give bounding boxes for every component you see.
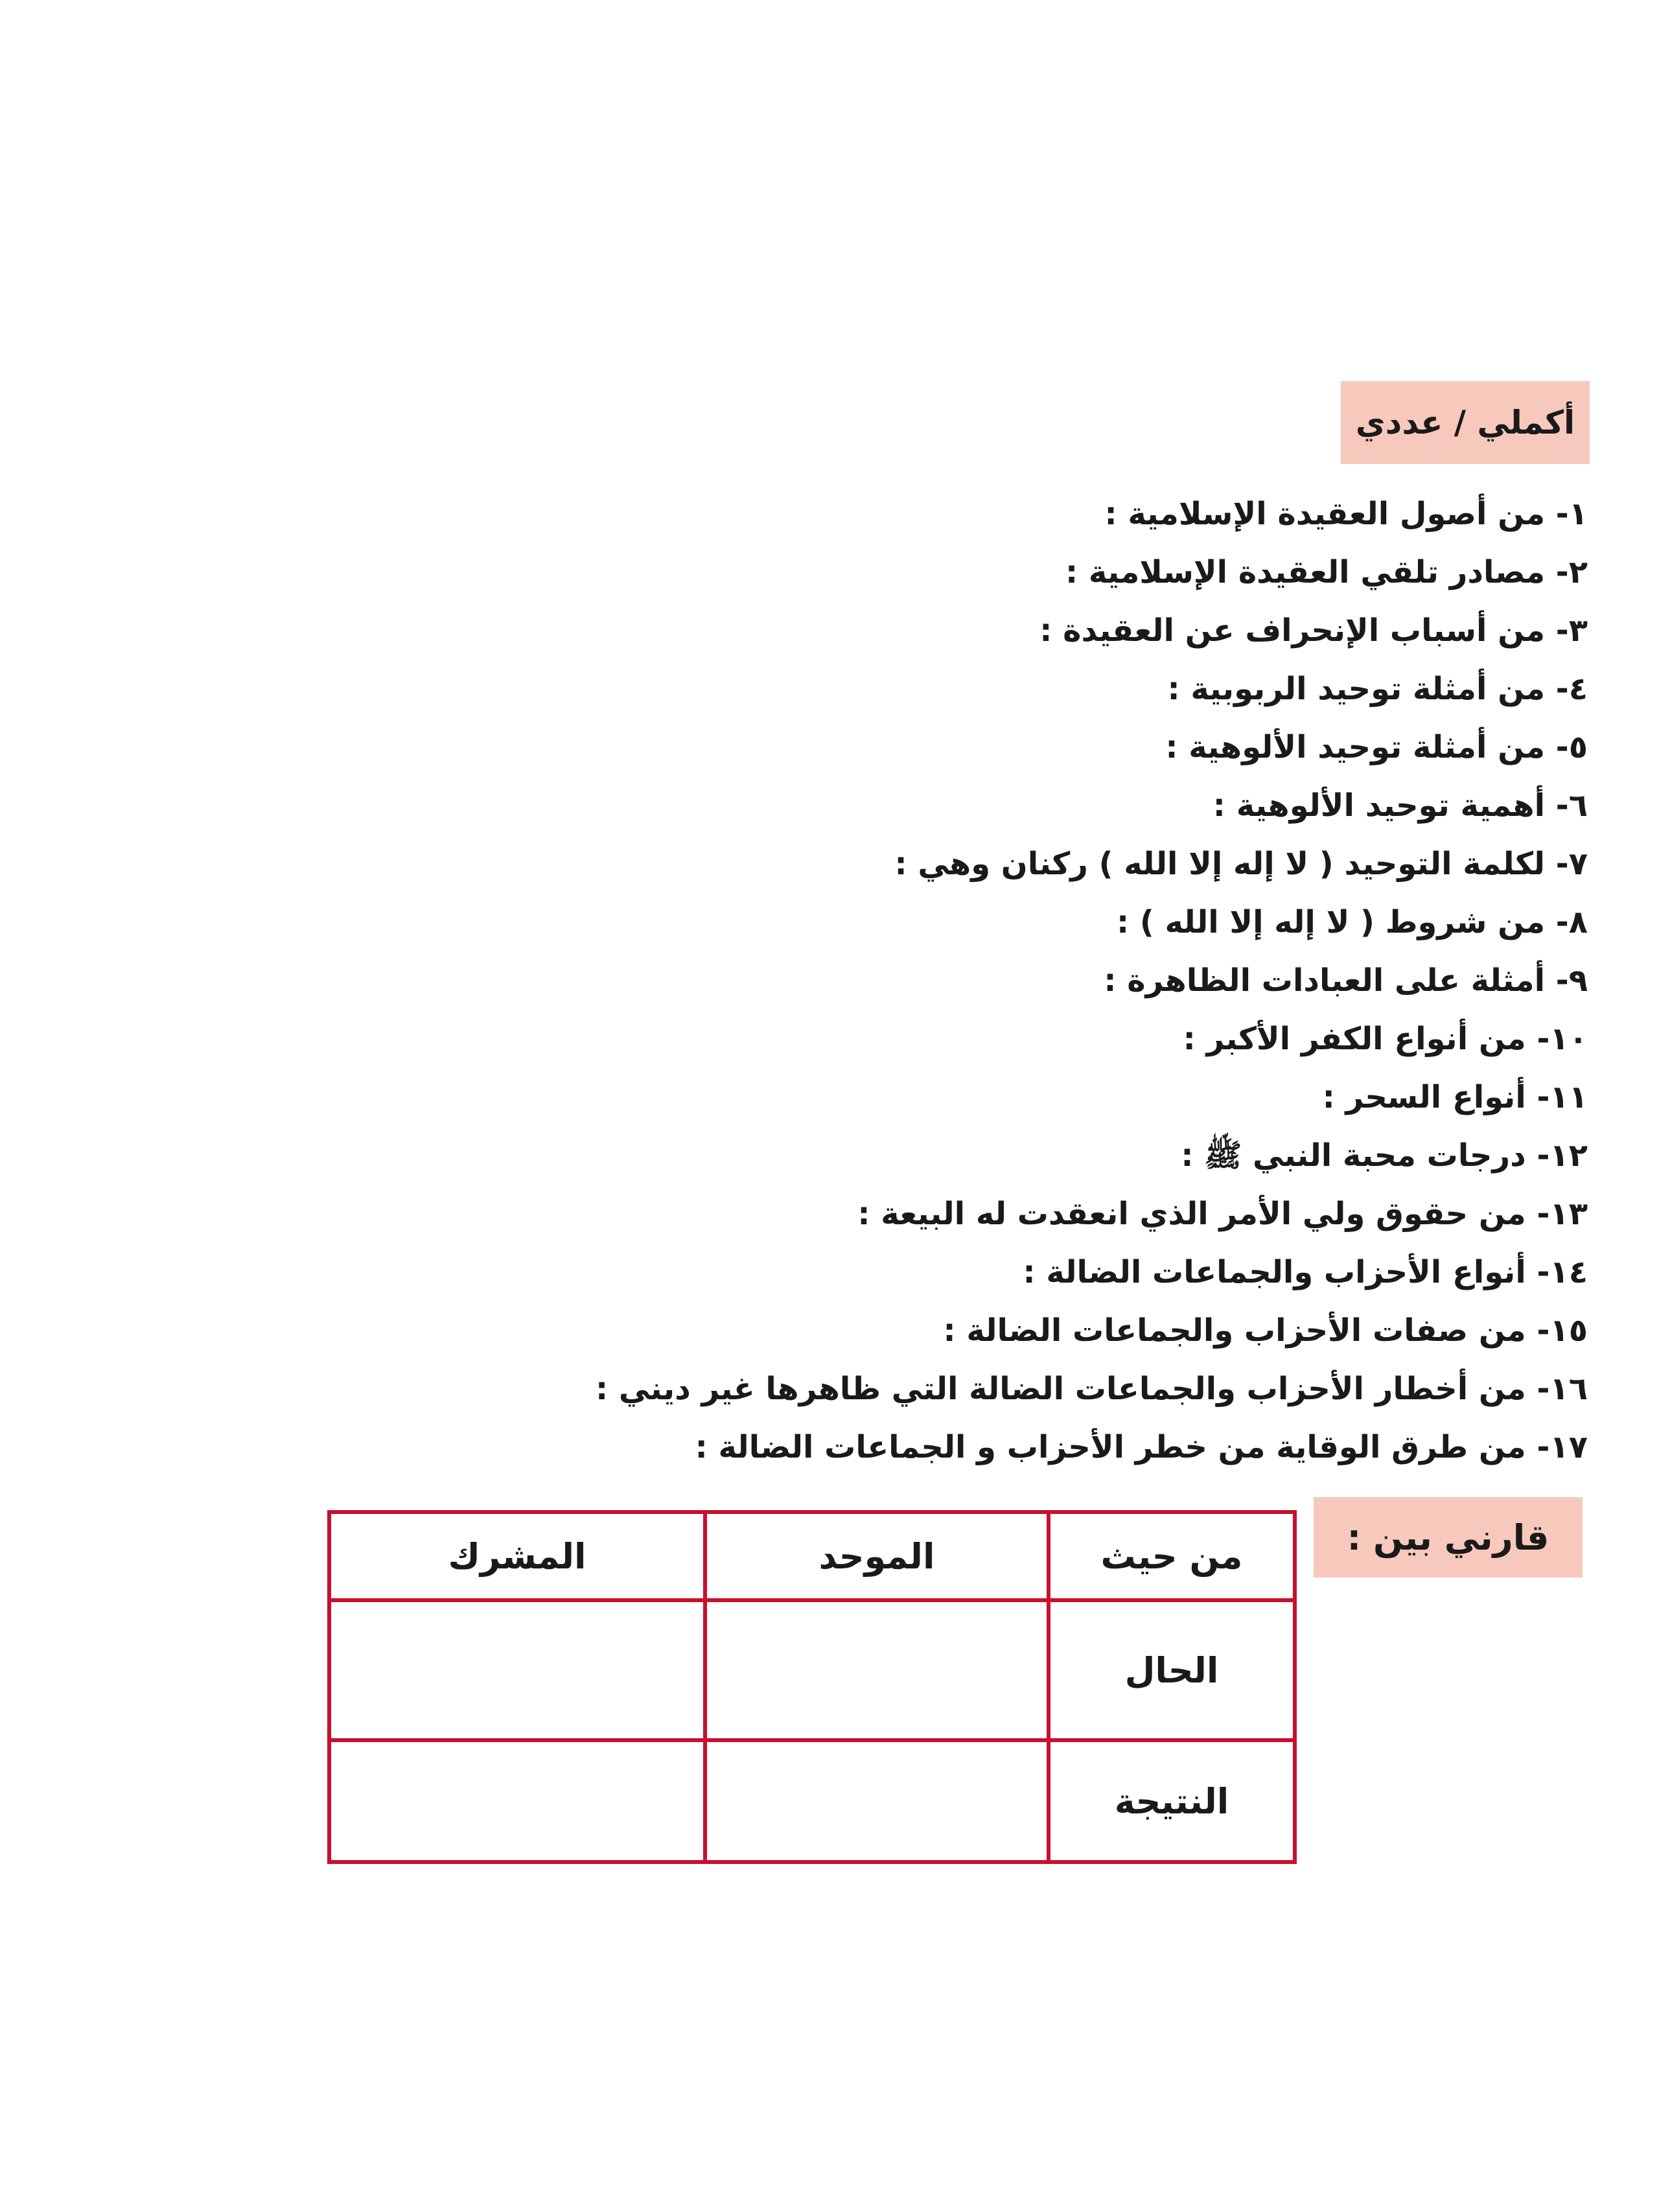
question-item: ١- من أصول العقيدة الإسلامية : <box>1104 496 1588 532</box>
answer-cell[interactable] <box>705 1600 1049 1740</box>
question-item: ٤- من أمثلة توحيد الربوبية : <box>1167 671 1588 707</box>
complete-section-label <box>1341 381 1590 464</box>
question-item: ١٧- من طرق الوقاية من خطر الأحزاب و الجماعات الضالة : <box>695 1429 1588 1465</box>
question-item: ١٥- من صفات الأحزاب والجماعات الضالة : <box>943 1312 1588 1349</box>
table-header-row <box>329 1512 1295 1600</box>
answer-cell[interactable] <box>329 1740 705 1862</box>
question-list <box>421 485 1588 1476</box>
question-item: ٣- من أسباب الإنحراف عن العقيدة : <box>1039 612 1588 649</box>
question-item: ٨- من شروط ( لا إله إلا الله ) : <box>1116 904 1588 940</box>
question-item: ١٢- درجات محبة النبي ﷺ : <box>1181 1137 1588 1174</box>
header-cell-monotheist: الموحد <box>705 1512 1049 1600</box>
comparison-table <box>327 1510 1297 1864</box>
question-item: ١١- أنواع السحر : <box>1322 1079 1588 1115</box>
row-label-cell: النتيجة <box>1049 1740 1295 1862</box>
complete-section-label-text: أكملي / عددي <box>1355 404 1575 441</box>
question-item: ١٤- أنواع الأحزاب والجماعات الضالة : <box>1023 1254 1588 1290</box>
compare-section-label-text: قارني بين : <box>1347 1517 1549 1558</box>
question-item: ٩- أمثلة على العبادات الظاهرة : <box>1104 962 1588 999</box>
table-row <box>329 1740 1295 1862</box>
question-item: ١٦- من أخطار الأحزاب والجماعات الضالة التي ظاهرها غير ديني : <box>596 1371 1588 1407</box>
answer-cell[interactable] <box>329 1600 705 1740</box>
question-item: ٦- أهمية توحيد الألوهية : <box>1212 787 1588 824</box>
question-item: ١٣- من حقوق ولي الأمر الذي انعقدت له البيعة : <box>857 1196 1588 1232</box>
question-item: ٧- لكلمة التوحيد ( لا إله إلا الله ) ركنان وهي : <box>894 846 1588 882</box>
table-row <box>329 1600 1295 1740</box>
answer-cell[interactable] <box>705 1740 1049 1862</box>
header-cell-basis: من حيث <box>1049 1512 1295 1600</box>
header-cell-polytheist: المشرك <box>329 1512 705 1600</box>
row-label-cell: الحال <box>1049 1600 1295 1740</box>
compare-section-label <box>1314 1497 1583 1578</box>
question-item: ١٠- من أنواع الكفر الأكبر : <box>1183 1021 1588 1057</box>
question-item: ٢- مصادر تلقي العقيدة الإسلامية : <box>1065 554 1588 590</box>
question-item: ٥- من أمثلة توحيد الألوهية : <box>1165 729 1588 765</box>
